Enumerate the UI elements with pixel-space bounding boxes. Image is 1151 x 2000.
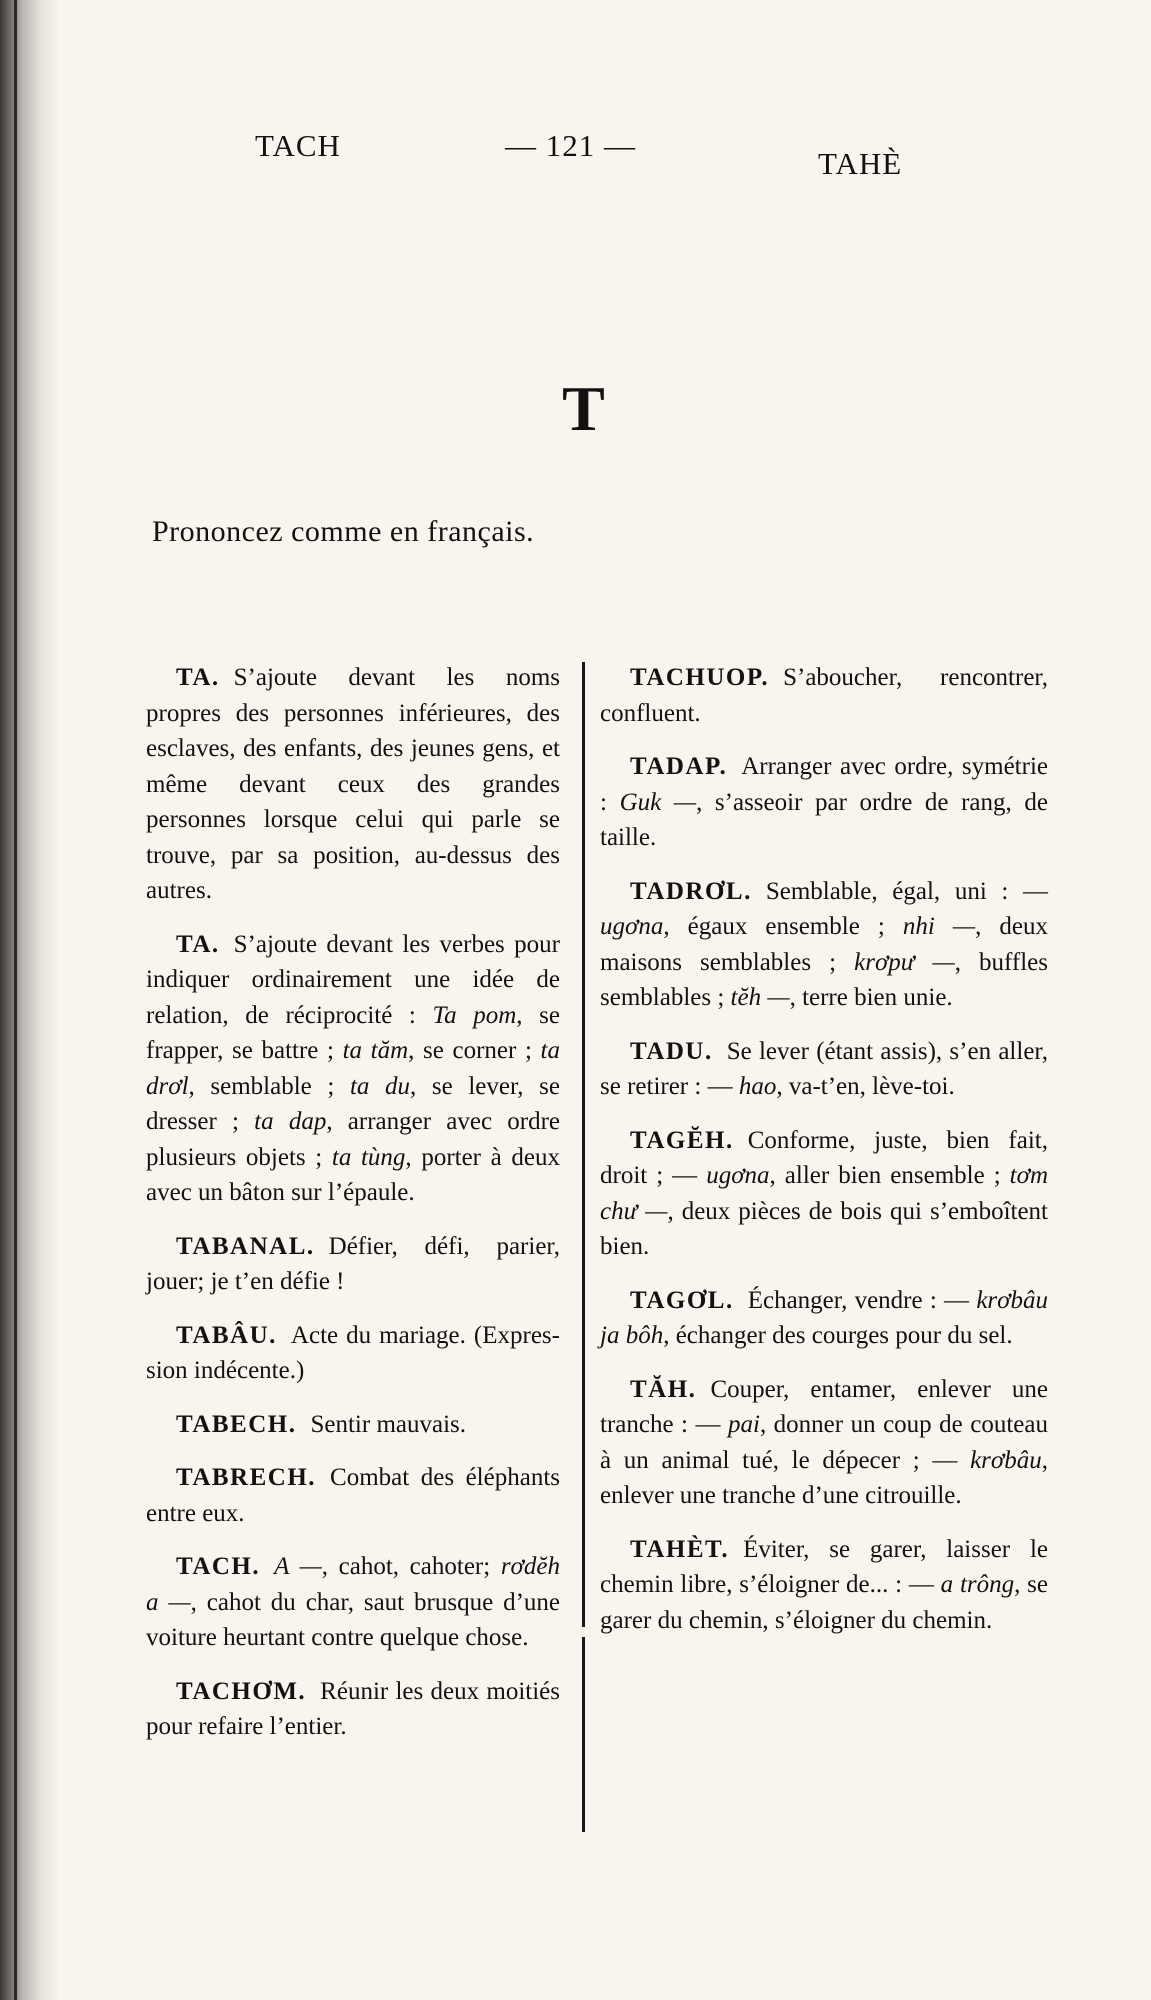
- definition-text: , échanger des courges pour du sel.: [663, 1322, 1013, 1349]
- entry-headword: TADAP.: [630, 753, 728, 780]
- running-head-right: TAHÈ: [818, 146, 903, 181]
- definition-text: , donner un coup de couteau à un animal tué, le dépecer ; —: [600, 1411, 1048, 1474]
- definition-text: , cahot du char, saut brusque d’une voiture heurtant contre quelque chose.: [146, 1588, 560, 1651]
- entry-headword: TACHƠM.: [176, 1677, 307, 1705]
- column-divider: [582, 662, 585, 1627]
- example-term: ugơna: [706, 1162, 770, 1189]
- definition-text: , arranger avec ordre plusieurs objets ;: [146, 1108, 560, 1171]
- entry-headword: TA.: [176, 664, 220, 691]
- entry-headword: TABRECH.: [176, 1464, 317, 1491]
- entry-headword: TACH.: [176, 1553, 261, 1580]
- binding-edge: [14, 0, 17, 2000]
- definition-text: Combat des éléphants entre eux.: [146, 1464, 560, 1527]
- definition-text: Éviter, se garer, laisser le chemin libre, s’éloigner de... : —: [600, 1535, 1048, 1598]
- definition-text: , aller bien ensemble ;: [769, 1162, 1010, 1189]
- example-term: ta tăm: [342, 1037, 409, 1064]
- entry-headword: TADU.: [630, 1037, 713, 1065]
- dictionary-entry: [146, 1318, 560, 1389]
- entry-headword: TAGĔH.: [630, 1126, 734, 1154]
- definition-text: , se corner ;: [408, 1037, 541, 1064]
- example-term: ta dap: [254, 1108, 327, 1135]
- entry-headword: TAHÈT.: [630, 1535, 730, 1563]
- definition-text: Échanger, vendre : —: [747, 1286, 977, 1314]
- definition-text: , va-t’en, lève-toi.: [776, 1073, 955, 1100]
- dictionary-entry: [146, 1460, 560, 1531]
- example-term: nhi —: [902, 913, 976, 940]
- definition-text: Réunir les deux moitiés pour refaire l’entier.: [146, 1677, 560, 1740]
- dictionary-entry: [146, 1229, 560, 1300]
- definition-text: Conforme, juste, bien fait, droit ; —: [600, 1126, 1048, 1189]
- example-term: ta du: [349, 1072, 411, 1100]
- definition-text: S’aboucher, rencontrer, confluent.: [600, 664, 1048, 727]
- example-term: rơdĕh a —: [146, 1553, 560, 1616]
- entry-headword: TABÂU.: [176, 1321, 277, 1349]
- left-column: [146, 660, 560, 1763]
- entry-headword: TABECH.: [176, 1410, 297, 1438]
- example-term: ta tùng: [331, 1143, 406, 1171]
- entry-headword: TABANAL.: [176, 1232, 315, 1260]
- example-term: krơbâu ja bôh: [600, 1286, 1048, 1349]
- example-term: Guk —: [619, 788, 697, 816]
- example-term: krơpư —: [854, 948, 955, 976]
- example-term: tĕh —: [730, 984, 790, 1011]
- pronunciation-note: Prononcez comme en français.: [152, 515, 535, 548]
- book-binding-shadow: [0, 0, 60, 2000]
- dictionary-entry: [146, 660, 560, 909]
- dictionary-entry: [600, 1034, 1048, 1105]
- dictionary-entry: [600, 1532, 1048, 1639]
- entry-headword: TĂH.: [630, 1375, 697, 1403]
- definition-text: , s’asseoir par ordre de rang, de taille.: [600, 788, 1048, 851]
- definition-text: Arranger avec ordre, symétrie :: [600, 753, 1048, 816]
- definition-text: , se frapper, se battre ;: [146, 1001, 560, 1064]
- entry-headword: TAGƠL.: [630, 1286, 734, 1314]
- example-term: hao: [738, 1073, 777, 1100]
- example-term: Ta pom: [432, 1001, 517, 1029]
- definition-text: , porter à deux avec un bâton sur l’épaule.: [146, 1143, 560, 1206]
- definition-text: , semblable ;: [188, 1072, 350, 1100]
- dictionary-entry: [146, 927, 560, 1211]
- definition-text: , buffles semblables ;: [600, 948, 1048, 1011]
- page-number: — 121 —: [505, 128, 636, 163]
- dictionary-entry: [600, 1123, 1048, 1265]
- definition-text: , terre bien unie.: [789, 984, 953, 1011]
- section-letter: T: [562, 373, 605, 444]
- definition-text: S’ajoute devant les verbes pour indiquer ordinairement une idée de relation, de réciprocité :: [146, 930, 560, 1029]
- dictionary-entry: [600, 660, 1048, 731]
- example-term: ta drơl: [146, 1037, 560, 1100]
- dictionary-entry: [600, 1283, 1048, 1354]
- definition-text: S’ajoute devant les noms propres des personnes inférieures, des esclaves, des enfants, des jeunes gens, et même devant ceux des grandes personnes lorsque celui qui parle se trouve, par sa position, au-dessus des autres.: [146, 664, 560, 904]
- entry-headword: TA.: [176, 930, 220, 958]
- example-term: a trông: [940, 1571, 1015, 1598]
- dictionary-entry: [600, 1372, 1048, 1514]
- entry-headword: TADRƠL.: [630, 877, 752, 905]
- definition-text: Sentir mauvais.: [310, 1410, 467, 1438]
- dictionary-entry: [146, 1674, 560, 1745]
- example-term: krơbâu: [970, 1446, 1042, 1474]
- definition-text: , deux pièces de bois qui s’emboîtent bien.: [600, 1197, 1048, 1260]
- dictionary-entry: [146, 1549, 560, 1656]
- column-divider: [582, 1637, 585, 1832]
- definition-text: Défier, défi, parier, jouer; je t’en défie !: [146, 1232, 560, 1295]
- running-head-left: TACH: [255, 128, 341, 163]
- entry-headword: TACHUOP.: [630, 664, 770, 691]
- definition-text: Acte du mariage. (Expression indécente.): [146, 1321, 560, 1384]
- definition-text: , deux maisons semblables ;: [600, 913, 1048, 976]
- example-term: pai: [727, 1411, 760, 1438]
- definition-text: , enlever une tranche d’une citrouille.: [600, 1446, 1048, 1509]
- definition-text: , se garer du chemin, s’éloigner du chemin.: [600, 1571, 1048, 1634]
- definition-text: , cahot, cahoter;: [321, 1553, 501, 1580]
- definition-text: Se lever (étant assis), s’en aller, se retirer : —: [600, 1037, 1048, 1100]
- definition-text: , se lever, se dresser ;: [146, 1072, 560, 1135]
- right-column: [600, 660, 1048, 1656]
- definition-text: Semblable, égal, uni : —: [765, 877, 1048, 905]
- definition-text: Couper, entamer, enlever une tranche : —: [600, 1375, 1048, 1438]
- example-term: tơm chư —: [600, 1162, 1048, 1225]
- definition-text: , égaux ensemble ;: [663, 913, 903, 940]
- dictionary-entry: [600, 874, 1048, 1016]
- dictionary-entry: [146, 1407, 560, 1443]
- example-term: ugơna: [600, 913, 664, 940]
- dictionary-entry: [600, 749, 1048, 856]
- example-term: A —: [274, 1553, 322, 1580]
